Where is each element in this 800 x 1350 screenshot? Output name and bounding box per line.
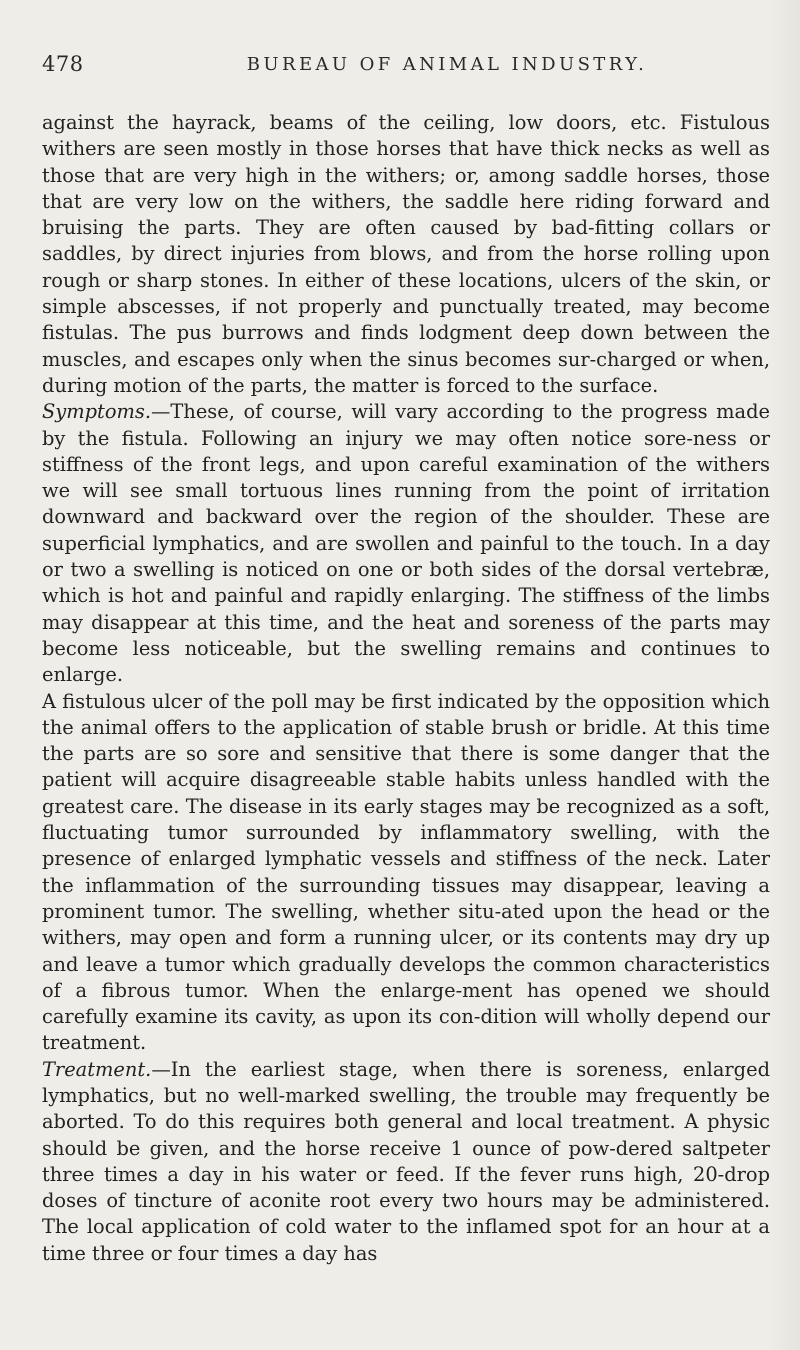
paragraph-symptoms: [42, 399, 770, 688]
paragraph-text: A fistulous ulcer of the poll may be first indicated by the opposition which the animal offers to the application of stable brush or bridle. At this time the parts are so sore and sensitive that there is some danger that the patient will acquire disagreeable stable habits unless handled with the greatest care. The disease in its early stages may be recognized as a soft, fluctuating tumor surrounded by inflammatory swelling, with the presence of enlarged lymphatic vessels and stiffness of the neck. Later the inflammation of the surrounding tissues may disappear, leaving a prominent tumor. The swelling, whether situ-ated upon the head or the withers, may open and form a running ulcer, or its contents may dry up and leave a tumor which gradually develops the common characteristics of a fibrous tumor. When the enlarge-ment has opened we should carefully examine its cavity, as upon its con-dition will wholly depend our treatment.: [42, 689, 770, 1055]
section-lead-treatment: Treatment.: [42, 1057, 152, 1081]
page-header: [42, 52, 762, 82]
section-lead-symptoms: Symptoms.: [42, 400, 152, 424]
paragraph-treatment: [42, 1057, 770, 1267]
paragraph-text: —In the earliest stage, when there is soreness, enlarged lymphatics, but no well-marked swelling, the trouble may frequently be aborted. To do this requires both general and local treatment. A physic should be given, and the horse receive 1 ounce of pow-dered saltpeter three times a day in his water or feed. If the fever runs high, 20-drop doses of tincture of aconite root every two hours may be administered. The local application of cold water to the inflamed spot for an hour at a time three or four times a day has: [42, 1057, 770, 1265]
running-head: BUREAU OF ANIMAL INDUSTRY.: [246, 54, 648, 75]
paragraph-poll-ulcer: [42, 689, 770, 1057]
page-number: 478: [42, 52, 84, 76]
paragraph-text: against the hayrack, beams of the ceiling, low doors, etc. Fistulous withers are seen mostly in those horses that have thick necks as well as those that are very high in the withers; or, among saddle horses, those that are very low on the withers, the saddle here riding forward and bruising the parts. They are often caused by bad-fitting collars or saddles, by direct injuries from blows, and from the horse rolling upon rough or sharp stones. In either of these locations, ulcers of the skin, or simple abscesses, if not properly and punctually treated, may become fistulas. The pus burrows and finds lodgment deep down between the muscles, and escapes only when the sinus becomes sur-charged or when, during motion of the parts, the matter is forced to the surface.: [42, 111, 770, 397]
paragraph-fistulous-withers: [42, 110, 770, 399]
paragraph-text: —These, of course, will vary according to the progress made by the fistula. Following an injury we may often notice sore-ness or stiffness of the front legs, and upon careful examination of the withers we will see small tortuous lines running from the point of irritation downward and backward over the region of the shoulder. These are superficial lymphatics, and are swollen and painful to the touch. In a day or two a swelling is noticed on one or both sides of the dorsal vertebræ, which is hot and painful and rapidly enlarging. The stiffness of the limbs may disappear at this time, and the heat and soreness of the parts may become less noticeable, but the swelling remains and continues to enlarge.: [42, 400, 770, 687]
body-text: [42, 110, 770, 1267]
